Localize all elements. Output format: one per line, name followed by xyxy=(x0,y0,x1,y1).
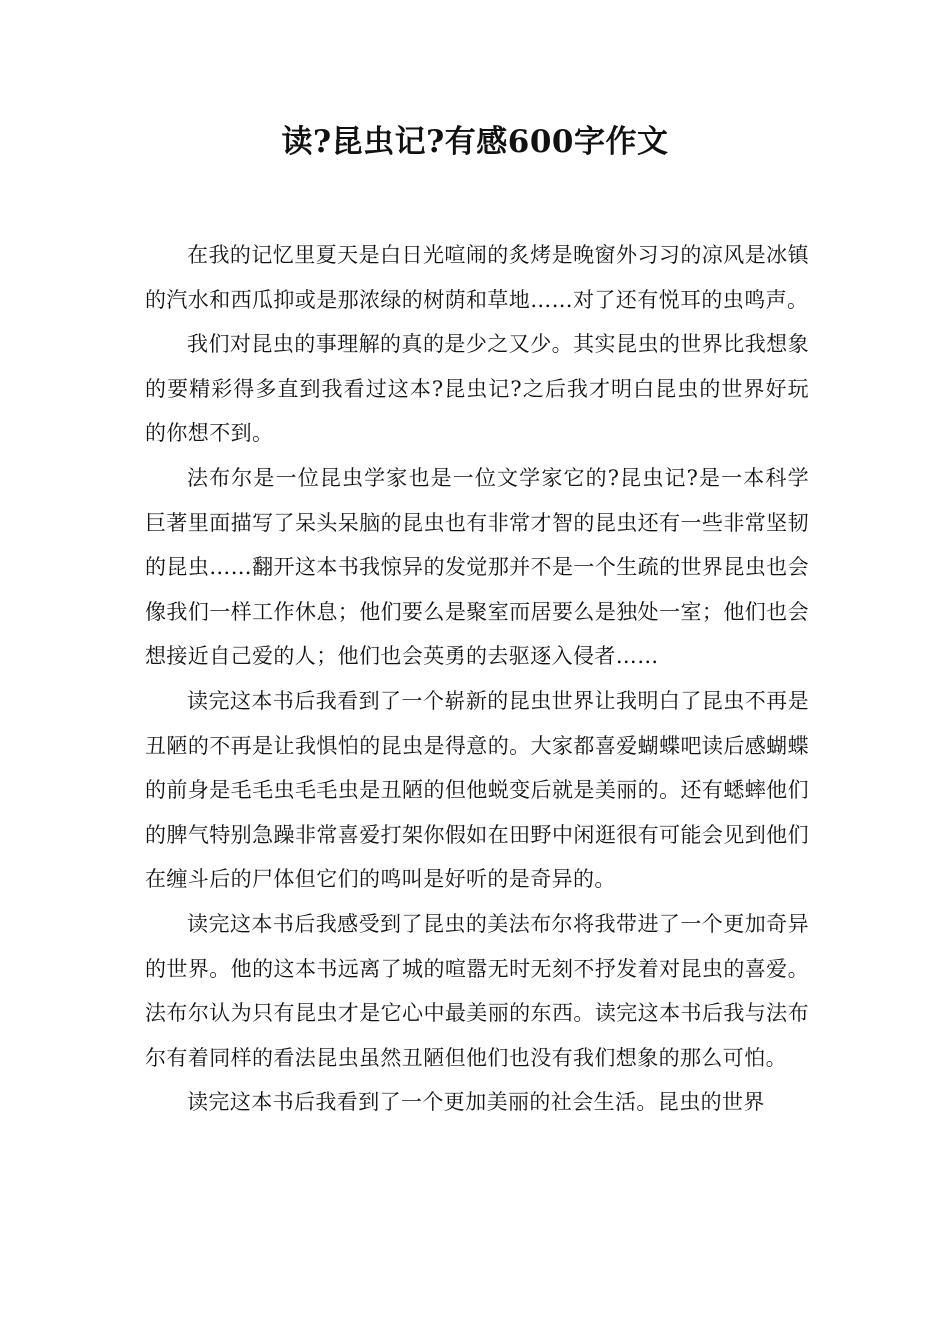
paragraph-5: 读完这本书后我感受到了昆虫的美法布尔将我带进了一个更加奇异的世界。他的这本书远离了城的喧嚣无时无刻不抒发着对昆虫的喜爱。法布尔认为只有昆虫才是它心中最美丽的东西。读完这本书后我与法布尔有着同样的看法昆虫虽然丑陋但他们也没有我们想象的那么可怕。 xyxy=(145,911,809,1070)
paragraph-2: 我们对昆虫的事理解的真的是少之又少。其实昆虫的世界比我想象的要精彩得多直到我看过这本?昆虫记?之后我才明白昆虫的世界好玩的你想不到。 xyxy=(145,332,809,446)
page-title: 读?昆虫记?有感600字作文 xyxy=(281,124,669,160)
paragraph-1: 在我的记忆里夏天是白日光喧闹的炙烤是晚窗外习习的凉风是冰镇的汽水和西瓜抑或是那浓绿的树荫和草地……对了还有悦耳的虫鸣声。 xyxy=(145,243,809,312)
paragraph-6: 读完这本书后我看到了一个更加美丽的社会生活。昆虫的世界 xyxy=(187,1090,765,1115)
paragraph-4: 读完这本书后我看到了一个崭新的昆虫世界让我明白了昆虫不再是丑陋的不再是让我惧怕的昆虫是得意的。大家都喜爱蝴蝶吧读后感蝴蝶的前身是毛毛虫毛毛虫是丑陋的但他蜕变后就是美丽的。还有蟋蟀他们的脾气特别急躁非常喜爱打架你假如在田野中闲逛很有可能会见到他们在缠斗后的尸体但它们的鸣叫是好听的是奇异的。 xyxy=(145,688,809,892)
paragraph-3: 法布尔是一位昆虫学家也是一位文学家它的?昆虫记?是一本科学巨著里面描写了呆头呆脑的昆虫也有非常才智的昆虫还有一些非常坚韧的昆虫……翻开这本书我惊异的发觉那并不是一个生疏的世界昆虫也会像我们一样工作休息；他们要么是聚室而居要么是独处一室；他们也会想接近自己爱的人；他们也会英勇的去驱逐入侵者…… xyxy=(145,465,809,669)
article-body xyxy=(145,233,809,1125)
